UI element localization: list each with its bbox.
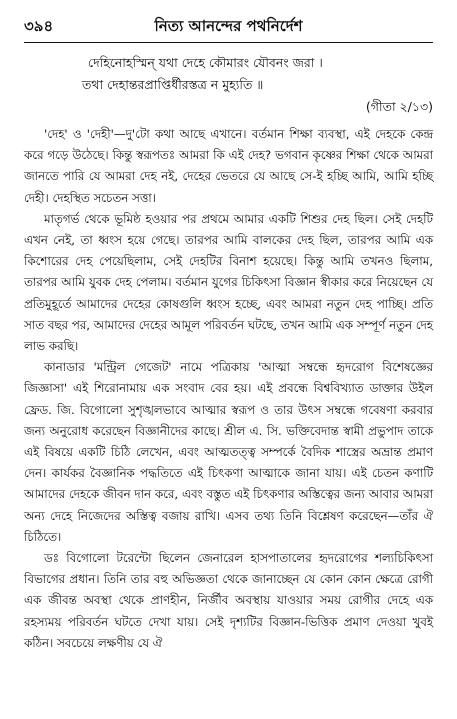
verse-block <box>24 52 433 118</box>
page-number: ৩৯৪ <box>24 16 54 35</box>
paragraph-4: ডঃ বিগোলো টরেন্টো ছিলেন জেনারেল হাসপাতালের হৃদরোগের শল্যচিকিৎসা বিভাগের প্রধান। তিনি তার বহু অভিজ্ঞতা থেকে জানাচ্ছেন যে কোন কোন ক্ষেত্রে রোগী এক জীবন্ত অবস্থা থেকে প্রাণহীন, নির্জীব অবস্থায় যাওয়ার সময় রোগীর দেহে এক রহস্যময় পরিবর্তন ঘটতে দেখা যায়। সেই দৃশ্যটির বিজ্ঞান-ভিত্তিক প্রমাণ দেওয়া খুবই কঠিন। সবচেয়ে লক্ষণীয় যে ঐ <box>24 551 433 650</box>
page-header <box>24 14 433 40</box>
verse-reference: (গীতা ২/১৩) <box>365 99 433 114</box>
running-title: নিত্য আনন্দের পথনির্দেশ <box>154 16 303 35</box>
header-rule <box>24 42 433 43</box>
verse-line-2: তথা দেহান্তরপ্রাপ্তির্ধীরস্তত্র ন মুহ্যতি ॥ <box>82 77 264 92</box>
body-text <box>24 124 433 654</box>
paragraph-3: কানাডার 'মন্ট্রিল গেজেট' নামে পত্রিকায় 'আত্মা সম্বন্ধে হৃদরোগ বিশেষজ্ঞের জিজ্ঞাসা' এই শিরোনামায় এক সংবাদ বের হয়। এই প্রবন্ধে বিশ্ববিখ্যাত ডাক্তার উইল ফ্রেড. জি. বিগোলো সুশৃঙ্খলভাবে আত্মার স্বরূপ ও তার উৎস সম্বন্ধে গবেষণা করবার জন্য অনুরোধ করেছেন বিজ্ঞানীদের কাছে। শ্রীল এ. সি. ভক্তিবেদান্ত স্বামী প্রভুপাদ তাকে এই বিষয়ে একটি চিঠি লেখেন, এবং আত্মতত্ত্ব সম্পর্কে বৈদিক শাস্ত্রের অভ্রান্ত প্রমাণ দেন। কার্যকর বৈজ্ঞানিক পদ্ধতিতে এই চিৎকণা আত্মাকে জানা যায়। এই চেতন কণাটি আমাদের দেহকে জীবন দান করে, এবং বস্তুত এই চিৎকণার অস্তিত্বের জন্য আবার আমরা অন্য দেহে নিজেদের অস্তিত্ব বজায় রাখি। এসব তথ্য তিনি বিশ্লেষণ করেছেন—তাঁর ঐ চিঠিতে। <box>24 360 433 544</box>
verse-line-1: দেহিনোহস্মিন্‌ যথা দেহে কৌমারং যৌবনং জরা । <box>88 55 323 70</box>
paragraph-2: মাতৃগর্ভ থেকে ভূমিষ্ঠ হওয়ার পর প্রথমে আমার একটি শিশুর দেহ ছিল। সেই দেহটি এখন নেই, তা ধ্বংস হয়ে গেছে। তারপর আমি বালকের দেহ ছিল, তারপর আমি এক কিশোরের দেহ পেয়েছিলাম, সেই দেহটির বিনাশ হয়েছে। কিন্তু আমি তখনও ছিলাম, তারপর আমি যুবক দেহ পেলাম। বর্তমান যুগের চিকিৎসা বিজ্ঞান স্বীকার করে নিয়েছেন যে প্রতিমুহূর্তে আমাদের দেহের কোষগুলি ধ্বংস হচ্ছে, এবং আমরা নতুন দেহ পাচ্ছি। প্রতি সাত বছর পর, আমাদের দেহের আমূল পরিবর্তন ঘটছে, তখন আমি এক সম্পূর্ণ নতুন দেহ লাভ করছি। <box>24 211 433 354</box>
paragraph-1: 'দেহ' ও 'দেহী'—দু'টো কথা আছে এখানে। বর্তমান শিক্ষা ব্যবস্থা, এই দেহকে কেন্দ্র করে গড়ে উঠেছে। কিন্তু স্বরূপতঃ আমরা কি এই দেহ? ভগবান কৃষ্ণের শিক্ষা থেকে আমরা জানতে পারি যে আমরা দেহ নই, দেহের ভেতরে যে আছে সে-ই হচ্ছি আমি, আমি হচ্ছি দেহী। দেহস্থিত সচেতন সত্তা। <box>24 127 433 205</box>
